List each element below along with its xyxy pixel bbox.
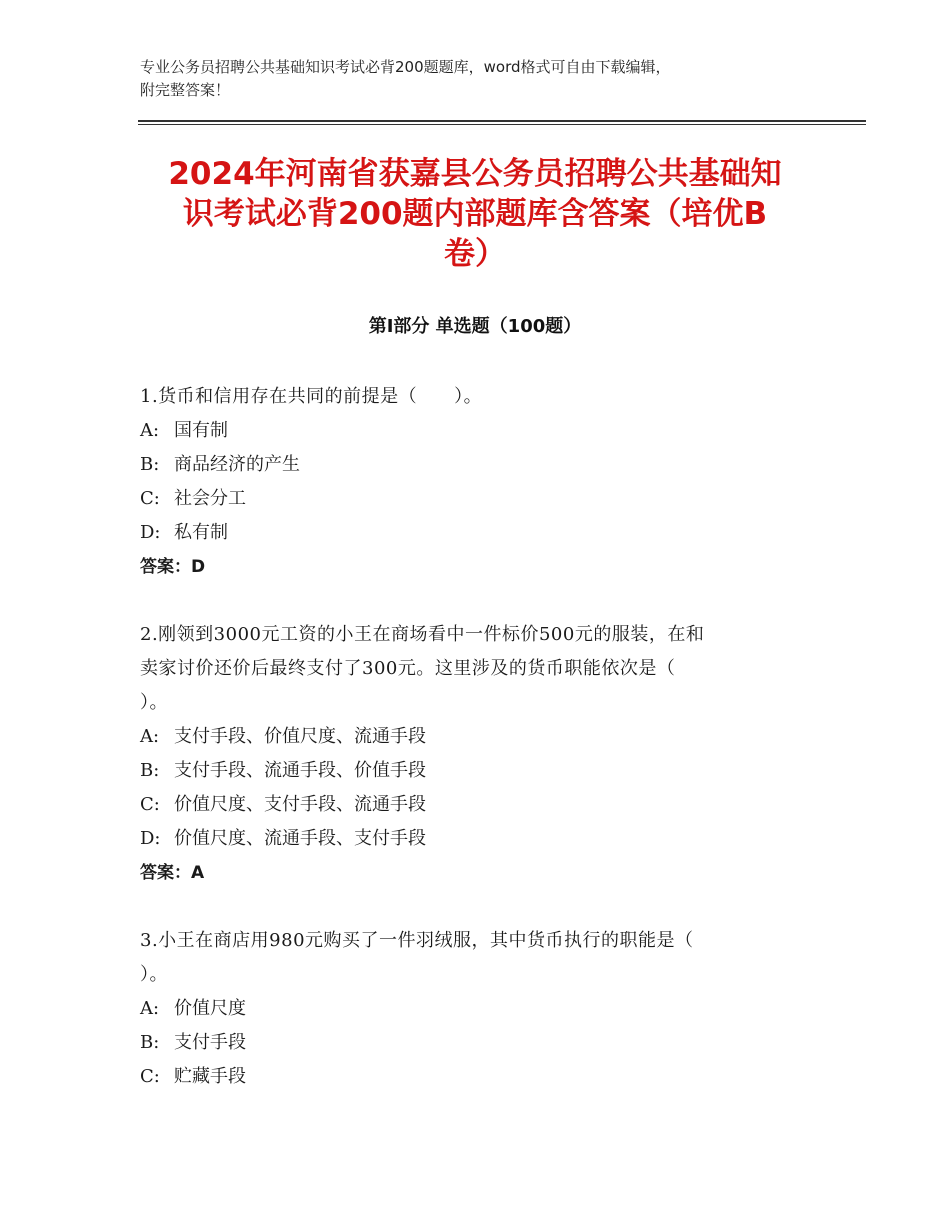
option-b [140,754,810,788]
section-title: 第Ⅰ部分 单选题（100题） [368,316,582,337]
question-text: ）。 [140,692,168,713]
option-b [140,448,810,482]
option-a [140,414,810,448]
answer: 答案：A [140,863,205,883]
option-text: 私有制 [174,522,228,543]
option-text: 价值尺度、流通手段、支付手段 [174,828,426,849]
option-key: D: [140,828,161,849]
document-title [100,154,850,274]
question-1 [140,380,810,584]
header-note-line-2: 附完整答案！ [140,81,231,99]
option-c [140,788,810,822]
option-text: 支付手段、流通手段、价值手段 [174,760,426,781]
option-key: A: [140,998,160,1019]
header-note-line-1: 专业公务员招聘公共基础知识考试必背200题题库，word格式可自由下载编辑， [140,58,671,76]
header-note [140,56,820,102]
option-b [140,1026,810,1060]
option-a [140,992,810,1026]
question-text: 卖家讨价还价后最终支付了300元。这里涉及的货币职能依次是（ [140,658,676,679]
question-text: 2.刚领到3000元工资的小王在商场看中一件标价500元的服装，在和 [140,624,705,645]
option-text: 价值尺度 [174,998,246,1019]
option-text: 商品经济的产生 [174,454,300,475]
option-key: D: [140,522,161,543]
option-text: 支付手段、价值尺度、流通手段 [174,726,426,747]
option-key: C: [140,1066,160,1087]
option-text: 国有制 [174,420,228,441]
document-title-line-1: 2024年河南省获嘉县公务员招聘公共基础知 [168,156,782,192]
option-c [140,482,810,516]
option-text: 社会分工 [174,488,246,509]
header-divider [138,120,866,126]
question-text: 1.货币和信用存在共同的前提是（ ）。 [140,386,483,407]
answer: 答案：D [140,557,206,577]
option-key: B: [140,760,160,781]
option-a [140,720,810,754]
option-key: C: [140,488,160,509]
option-key: B: [140,454,160,475]
option-d [140,516,810,550]
option-d [140,822,810,856]
option-text: 支付手段 [174,1032,246,1053]
option-key: B: [140,1032,160,1053]
question-list [140,380,810,1094]
question-3 [140,924,810,1094]
option-text: 贮藏手段 [174,1066,246,1087]
option-key: C: [140,794,160,815]
header-divider-thick [138,120,866,122]
option-key: A: [140,726,160,747]
document-title-line-2: 识考试必背200题内部题库含答案（培优B [182,196,768,232]
question-text: ）。 [140,964,168,985]
option-key: A: [140,420,160,441]
question-2 [140,618,810,890]
document-title-line-3: 卷） [444,236,506,272]
option-text: 价值尺度、支付手段、流通手段 [174,794,426,815]
question-text: 3.小王在商店用980元购买了一件羽绒服，其中货币执行的职能是（ [140,930,694,951]
header-divider-thin [138,124,866,125]
option-c [140,1060,810,1094]
